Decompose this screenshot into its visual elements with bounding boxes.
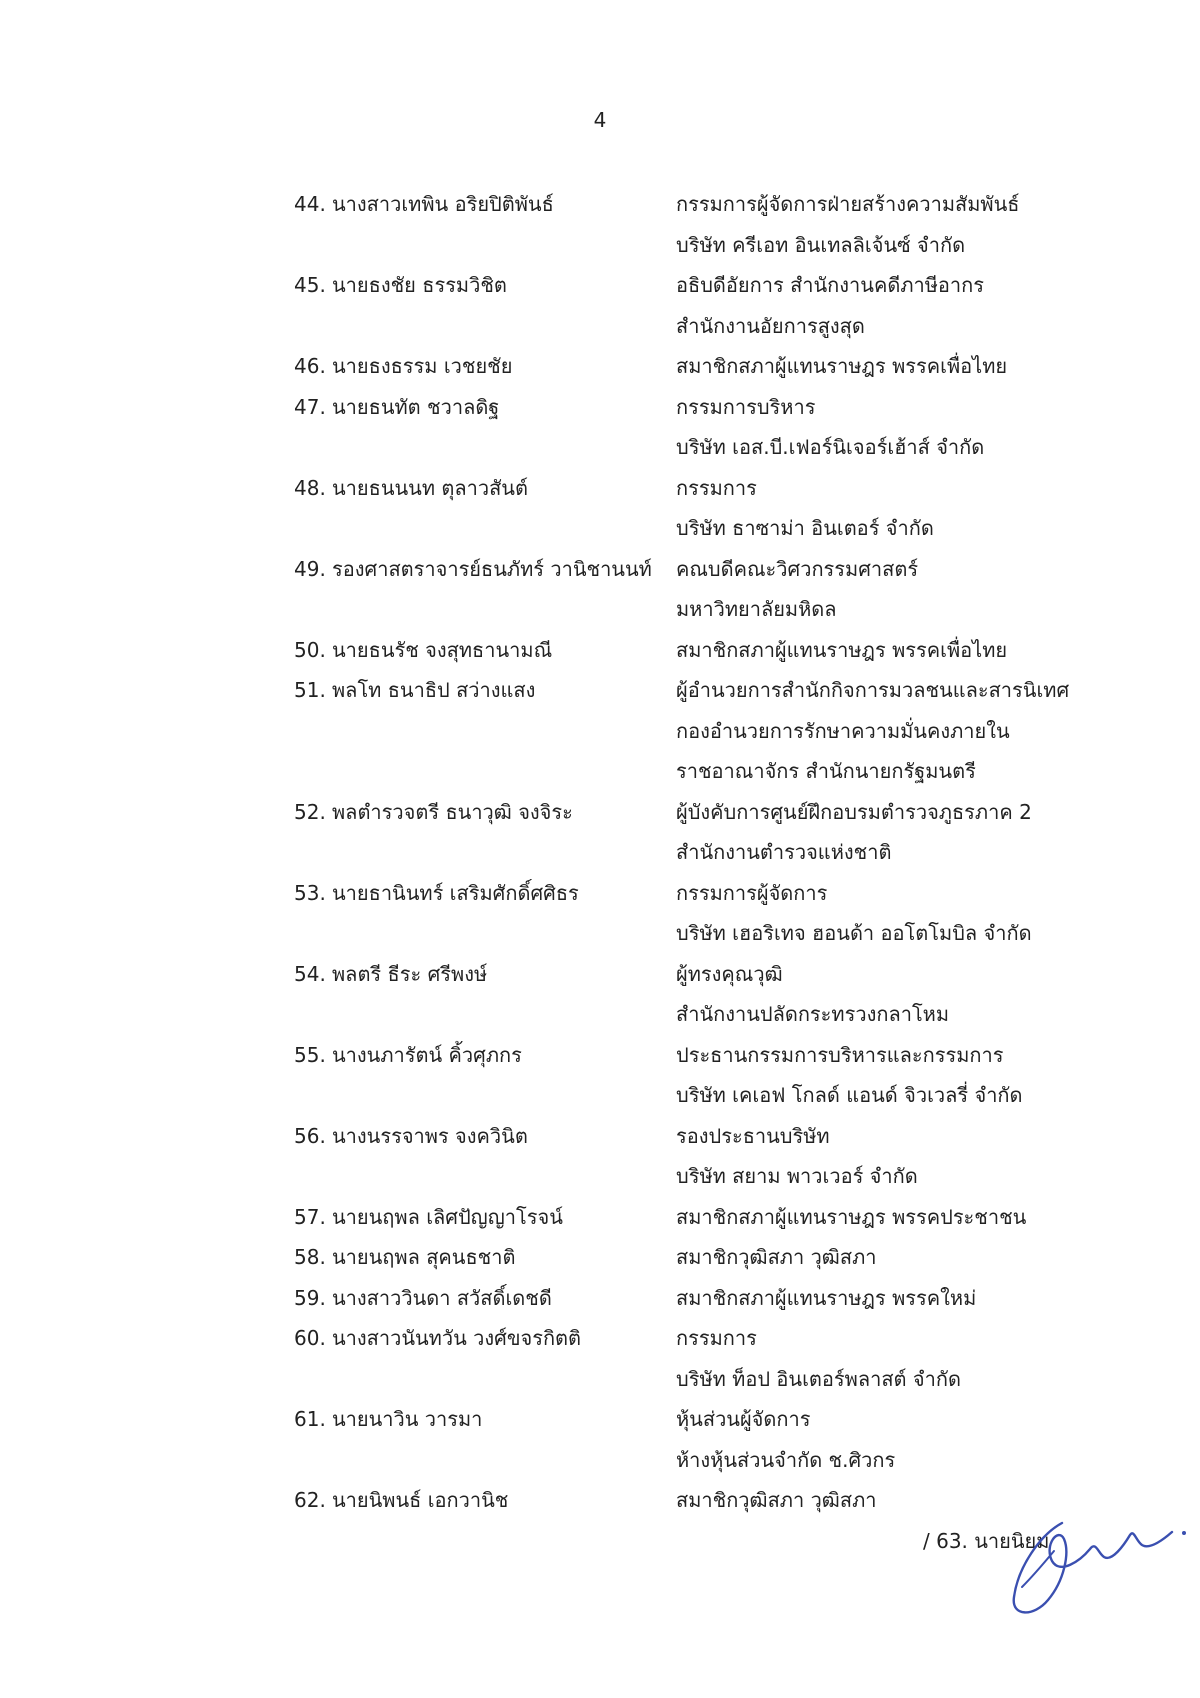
member-entry [0,792,1200,873]
member-name-cell [294,1480,674,1521]
member-position-cell [676,265,1176,346]
member-name-cell [294,387,674,428]
position-line: กรรมการ [676,475,757,500]
member-entry [0,630,1200,671]
member-name-cell [294,549,674,590]
entry-number: 50. [294,637,326,662]
entry-number: 61. [294,1407,326,1431]
position-line: กรรมการผู้จัดการ [676,880,828,905]
member-name: นายธงชัย ธรรมวิชิต [332,273,507,297]
entry-number: 53. [294,880,326,905]
position-line: คณบดีคณะวิศวกรรมศาสตร์ [676,556,919,581]
position-line: ผู้ทรงคุณวุฒิ [676,961,783,986]
member-position-cell [676,1278,1176,1319]
position-line: กรรมการผู้จัดการฝ่ายสร้างความสัมพันธ์ [676,192,1020,216]
position-line: บริษัท ครีเอท อินเทลลิเจ้นซ์ จำกัด [676,232,966,257]
member-position-cell [676,670,1176,792]
position-line: ผู้บังคับการศูนย์ฝึกอบรมตำรวจภูธรภาค 2 [676,799,1032,824]
member-position-cell [676,1237,1176,1278]
member-name: นางนภารัตน์ คิ้วศุภกร [332,1042,522,1067]
member-position-cell [676,468,1176,549]
member-name: นายธนรัช จงสุทธานามณี [332,637,553,662]
entry-number: 48. [294,475,326,500]
continuation-reference: / 63. นายนิยม [923,1529,1050,1553]
entry-number: 60. [294,1326,326,1350]
position-line: ราชอาณาจักร สำนักนายกรัฐมนตรี [676,759,976,783]
member-name-cell [294,346,674,387]
member-entry [0,954,1200,1035]
entry-number: 56. [294,1123,326,1148]
position-line: กรรมการ [676,1326,757,1350]
position-line: สมาชิกวุฒิสภา วุฒิสภา [676,1488,877,1512]
member-name-cell [294,1278,674,1319]
signature [1000,1505,1190,1625]
member-name-cell [294,873,674,914]
member-name-cell [294,630,674,671]
entry-number: 58. [294,1245,326,1269]
member-position-cell [676,630,1176,671]
member-name: นายนฤพล เลิศปัญญาโรจน์ [332,1204,563,1229]
position-line: สมาชิกสภาผู้แทนราษฎร พรรคประชาชน [676,1204,1027,1229]
entry-number: 59. [294,1285,326,1310]
position-line: หุ้นส่วนผู้จัดการ [676,1407,811,1431]
member-name: พลตำรวจตรี ธนาวุฒิ จงจิระ [332,799,573,824]
member-entry [0,1237,1200,1278]
member-entry [0,265,1200,346]
member-name: นางสาวเทพิน อริยปิติพันธ์ [332,192,554,216]
member-name: นางสาวนันทวัน วงศ์ขจรกิตติ [332,1326,582,1350]
member-name: รองศาสตราจารย์ธนภัทร์ วานิชานนท์ [332,556,652,581]
member-name: นายนฤพล สุคนธชาติ [332,1245,516,1269]
member-entry [0,387,1200,468]
entry-number: 49. [294,556,326,581]
member-entry [0,549,1200,630]
position-line: สมาชิกวุฒิสภา วุฒิสภา [676,1245,877,1269]
position-line: บริษัท เฮอริเทจ ฮอนด้า ออโตโมบิล จำกัด [676,921,1032,945]
position-line: บริษัท เอส.บี.เฟอร์นิเจอร์เฮ้าส์ จำกัด [676,435,985,459]
member-entry [0,670,1200,792]
member-entry [0,1197,1200,1238]
entry-number: 55. [294,1042,326,1067]
member-name-cell [294,265,674,306]
member-position-cell [676,549,1176,630]
position-line: บริษัท สยาม พาวเวอร์ จำกัด [676,1164,918,1188]
member-entry [0,1399,1200,1480]
member-name: พลโท ธนาธิป สว่างแสง [332,678,536,702]
position-line: อธิบดีอัยการ สำนักงานคดีภาษีอากร [676,273,985,297]
member-name-cell [294,792,674,833]
member-name: พลตรี ธีระ ศรีพงษ์ [332,961,488,986]
position-line: กองอำนวยการรักษาความมั่นคงภายใน [676,718,1010,743]
member-name-cell [294,1237,674,1278]
entry-number: 54. [294,961,326,986]
member-name: นายธนนนท ตุลาวสันต์ [332,475,528,500]
member-position-cell [676,1197,1176,1238]
page-number: 4 [593,108,607,132]
member-name-cell [294,670,674,711]
position-line: สมาชิกสภาผู้แทนราษฎร พรรคเพื่อไทย [676,354,1008,378]
member-position-cell [676,1399,1176,1480]
member-name: นางนรรจาพร จงควินิต [332,1123,528,1148]
member-name-cell [294,1116,674,1157]
member-name: นายนาวิน วารมา [332,1407,483,1431]
member-name: นายธานินทร์ เสริมศักดิ์ศศิธร [332,880,579,905]
member-entry [0,346,1200,387]
position-line: สมาชิกสภาผู้แทนราษฎร พรรคใหม่ [676,1285,977,1310]
entry-number: 45. [294,273,326,297]
position-line: มหาวิทยาลัยมหิดล [676,597,837,621]
member-entry [0,1278,1200,1319]
entry-number: 51. [294,678,326,702]
member-position-cell [676,1116,1176,1197]
member-position-cell [676,1035,1176,1116]
member-entry [0,1318,1200,1399]
member-name: นายนิพนธ์ เอกวานิช [332,1488,509,1512]
position-line: ประธานกรรมการบริหารและกรรมการ [676,1042,1004,1067]
entry-number: 52. [294,799,326,824]
position-line: บริษัท เคเอฟ โกลด์ แอนด์ จิวเวลรี่ จำกัด [676,1083,1023,1107]
position-line: สมาชิกสภาผู้แทนราษฎร พรรคเพื่อไทย [676,637,1008,662]
member-name-cell [294,468,674,509]
member-name: นายธนทัต ชวาลดิฐ [332,394,500,419]
member-entry [0,1035,1200,1116]
member-name-cell [294,1318,674,1359]
member-list [0,184,1200,1521]
member-position-cell [676,792,1176,873]
member-position-cell [676,873,1176,954]
position-line: ห้างหุ้นส่วนจำกัด ช.ศิวกร [676,1447,896,1472]
position-line: สำนักงานปลัดกระทรวงกลาโหม [676,1002,950,1026]
position-line: รองประธานบริษัท [676,1123,830,1148]
position-line: ผู้อำนวยการสำนักกิจการมวลชนและสารนิเทศ [676,678,1070,702]
member-position-cell [676,1318,1176,1399]
position-line: สำนักงานตำรวจแห่งชาติ [676,840,892,864]
member-name-cell [294,1197,674,1238]
member-position-cell [676,954,1176,1035]
member-name-cell [294,1399,674,1440]
entry-number: 62. [294,1488,326,1512]
position-line: บริษัท ท็อป อินเตอร์พลาสต์ จำกัด [676,1366,961,1391]
entry-number: 47. [294,394,326,419]
member-entry [0,468,1200,549]
entry-number: 44. [294,192,326,216]
member-entry [0,873,1200,954]
entry-number: 46. [294,354,326,378]
member-position-cell [676,346,1176,387]
member-name-cell [294,1035,674,1076]
entry-number: 57. [294,1204,326,1229]
member-name-cell [294,184,674,225]
position-line: บริษัท ธาซาม่า อินเตอร์ จำกัด [676,516,934,540]
member-position-cell [676,387,1176,468]
member-entry [0,184,1200,265]
position-line: กรรมการบริหาร [676,394,816,419]
member-name-cell [294,954,674,995]
member-position-cell [676,184,1176,265]
position-line: สำนักงานอัยการสูงสุด [676,313,865,338]
member-name: นายธงธรรม เวชยชัย [332,354,513,378]
member-name: นางสาววินดา สวัสดิ์เดชดี [332,1285,552,1310]
member-entry [0,1116,1200,1197]
